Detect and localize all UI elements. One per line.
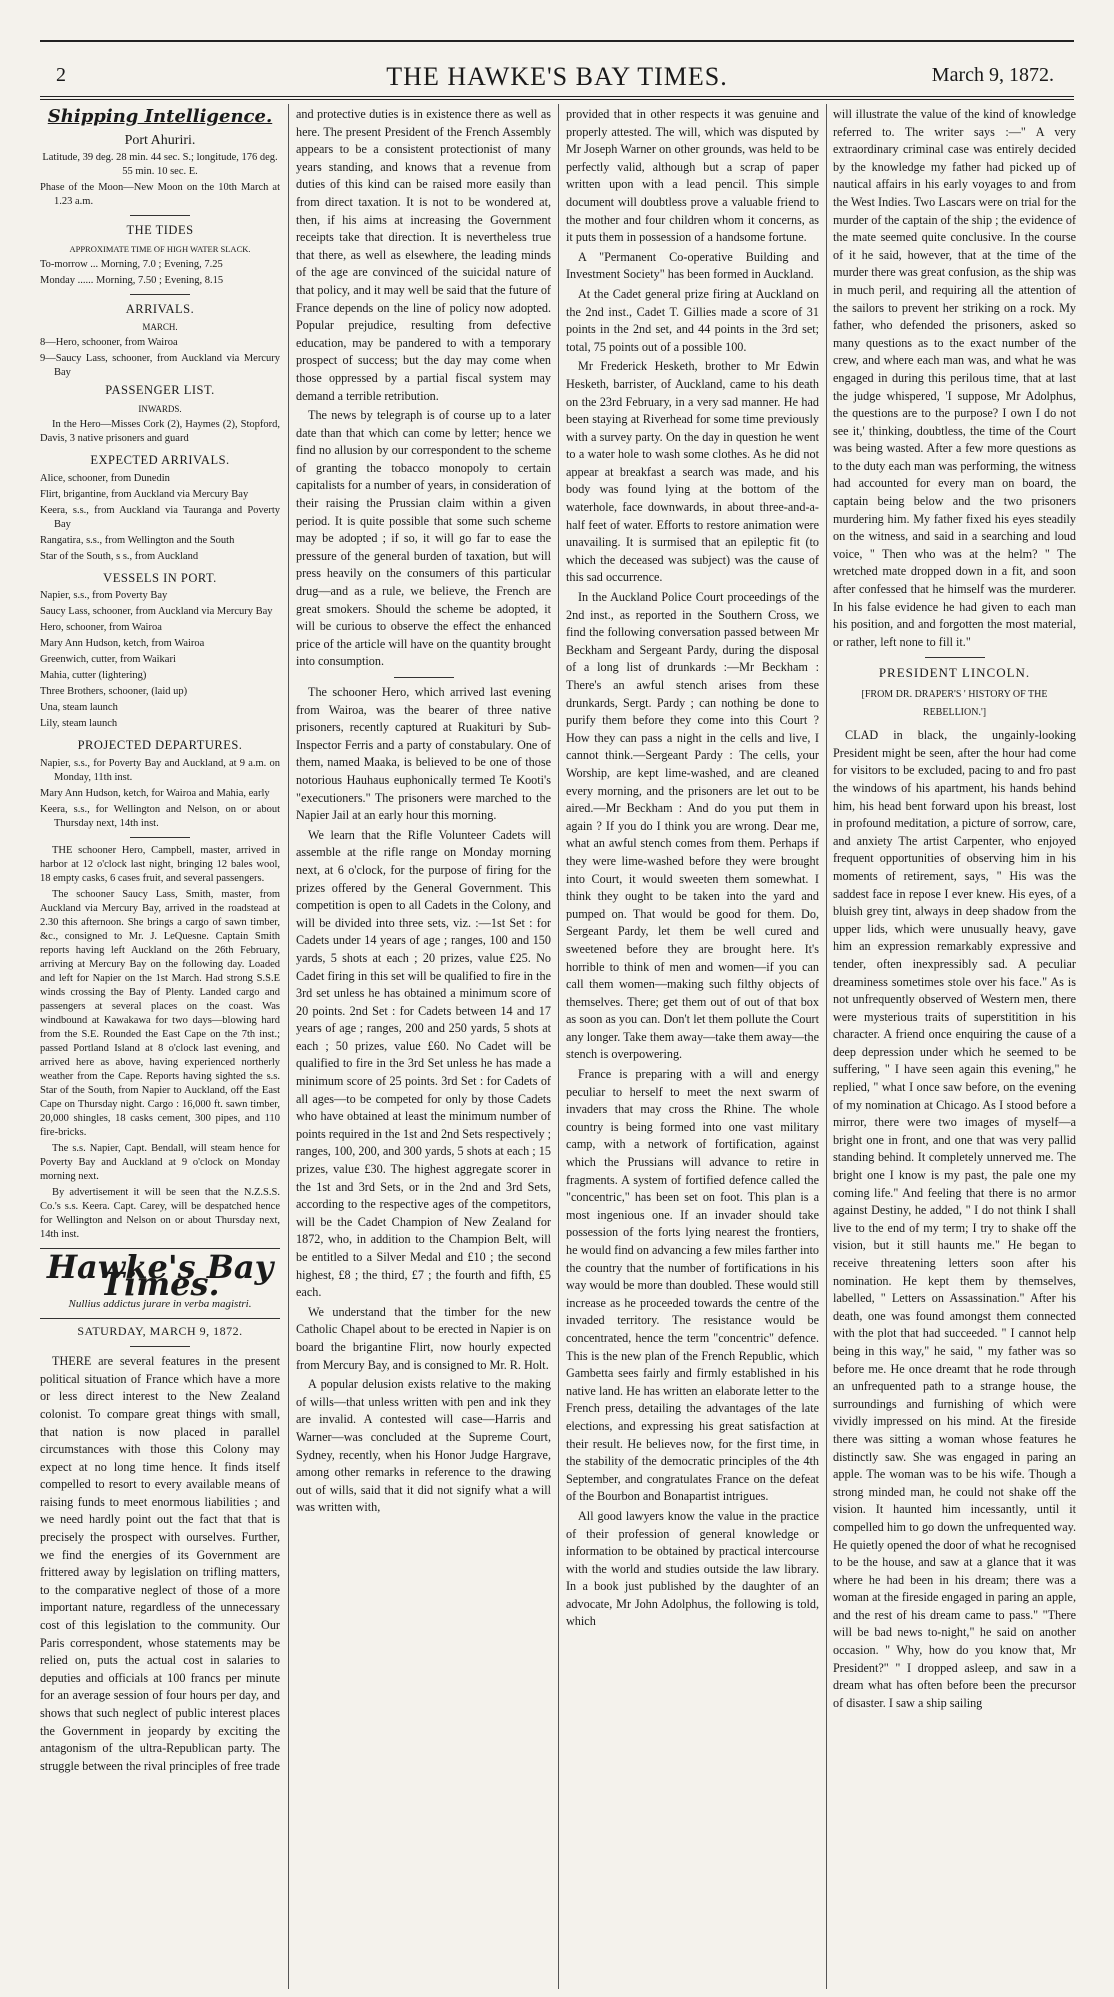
arrival-item: 9—Saucy Lass, schooner, from Auckland via Mercury Bay xyxy=(40,353,280,379)
motto: Nullius addictus jurare in verba magistri. xyxy=(68,1297,252,1310)
departure-item: Keera, s.s., for Wellington and Nelson, on or about Thursday next, 14th inst. xyxy=(40,803,280,829)
news-paragraph: All good lawyers know the value in the practice of their profession of general knowledge or information to be obtained by practical intercourse with the world and studies outside the law library. In a book just published by the daughter of an advocate, Mr John Adolphus, the following is told, which xyxy=(566,1508,819,1629)
lincoln-paragraph: CLAD in black, the ungainly-looking President might be seen, after the hour had come for visitors to be excluded, pacing to and fro past the windows of his apartment, his hands behind him, his head bent forward upon his breast, lost in profound meditation, a picture of sorrow, care, and anxiety The artist Carpenter, who enjoyed frequent opportunities of observing him in his moments of retirement, says, " His was the saddest face in repose I ever knew. His eyes, of a bluish grey tint, always in deep shadow from the upper lids, which were unusually heavy, gave him an expression remarkably expressive and tender, often inexpressibly sad. A peculiar dreaminess sometimes stole over his face." As is not unfrequently observed of Western men, there were mysterious traits of superstitition in his character. A friend once enquiring the cause of a deep depression under which he seemed to be suffering, " I have seen again this evening," he replied, " what I once saw before, on the evening of my nomination at Chicago. As I stood before a mirror, there were two images of myself—a bright one in front, and one that was very pallid standing behind. It completely unnerved me. The bright one I know is my past, the pale one my coming life." And feeling that there is no armor against Destiny, he added, " I do not think I shall live to the end of my term; I try to shake off the vision, but it still haunts me." He began to receive threatening letters soon after his nomination. He kept them by themselves, labelled, " Letters on Assassination." After his death, one was found amongst them connected with the plot that had succeeded. " I cannot help being in this way," he said, " my father was so before me. He once dreamt that he rode through an unfrequented path to a strange house, the surroundings and furnishing of which were vividly impressed on his mind. At the fireside there was sitting a woman whose features he distinctly saw. She was engaged in paring an apple. The woman was to be his wife. Though a strong minded man, he could not shake off the vision. It haunted him incessantly, until it compelled him to go down the unfrequented way. He quietly opened the door of what he recognised to be the house, and saw at a glance that it was where he had been in his dream; there was a woman at the fireside engaged in paring an apple, and the rest of his dream came to pass." "There will be bad news to-night," he said on another occasion. " Why, how do you know that, Mr President?" " I dropped asleep, and saw in a dream what has often before been the precursor of disaster. I saw a ship sailing xyxy=(833,728,1076,1710)
tide-row: To-morrow ... Morning, 7.0 ; Evening, 7.25 xyxy=(40,258,223,270)
vessel-item: Una, steam launch xyxy=(40,702,118,714)
news-paragraph: A "Permanent Co-operative Building and Investment Society" has been formed in Auckland. xyxy=(566,249,819,282)
departures-heading: PROJECTED DEPARTURES. xyxy=(77,738,243,753)
news-paragraph: France is preparing with a will and energy peculiar to herself to meet the next swarm of invaders that may cross the Rhine. The whole country is being formed into one vast military camp, with a network of fortification, against which the Prussians will advance to retire in fragments. A system of fortified defence called the "concentric," has been set on foot. This plan is a most ingenious one. If an invader should take possession of the forts lying nearest the frontiers, he would find on advancing a few miles farther into the country that the number of fortifications in his way would be more than doubled. These would still increase as he proceeded towards the centre of the invaded territory. The resistance would be concentrated, hence the term "concentric" defence. This is the new plan of the French Republic, which Gambetta sees fairly and firmly established in his native land. He has written an elaborate letter to the French press, detailing the advantages of the late elections, and expressing his great satisfaction at their result. He believes now, for the first time, in the stability of the democratic principles of the 4th September, and congratulates France on the defeat of the Bourbon and Bonapartist intrigues. xyxy=(566,1067,819,1504)
masthead-rule xyxy=(40,96,1074,97)
paper-title: THE HAWKE'S BAY TIMES. xyxy=(386,62,728,91)
news-paragraph: Mr Frederick Hesketh, brother to Mr Edwin Hesketh, barrister, of Auckland, came to his death on the 23rd February, in a very sad manner. He had been staying at Riverhead for some time previously with a survey party. On the day in question he went to a water hole to wash some clothes. As he did not appear at breakfast a search was made, and his body was found lying at the bottom of the waterhole, face downwards, in about three-and-a-half feet of water. Efforts to restore animation were unavailing. It is surmised that an epileptic fit (to which the deceased was subject) was the cause of this sad occurrence. xyxy=(566,359,819,585)
shipping-heading: Shipping Intelligence. xyxy=(47,106,273,127)
divider xyxy=(130,294,190,295)
vessel-item: Hero, schooner, from Wairoa xyxy=(40,622,162,634)
news-paragraph: The schooner Hero, which arrived last evening from Wairoa, was the bearer of three native prisoners, recently captured at Ruakituri by Sub-Inspector Ferris and a party of constabulary. One of them, named Maaka, is believed to be one of those notorious Hauhaus euphonically termed Te Kooti's "executioners." The prisoners were marched to the Napier Jail at an early hour this morning. xyxy=(296,685,551,823)
masthead xyxy=(40,62,1074,100)
news-paragraph: We understand that the timber for the new Catholic Chapel about to be erected in Napier is on board the brigantine Flirt, now hourly expected from Mercury Bay, and is consigned to Mr. R. Holt. xyxy=(296,1304,551,1372)
lincoln-source: [FROM DR. DRAPER'S ' HISTORY OF THE REBELLION.'] xyxy=(861,689,1048,718)
divider xyxy=(394,677,454,678)
column-2 xyxy=(296,106,551,1989)
expected-item: Alice, schooner, from Dunedin xyxy=(40,472,170,484)
column-4 xyxy=(833,106,1076,1989)
column-3 xyxy=(566,106,819,1989)
divider xyxy=(130,1346,190,1347)
vessel-item: Mary Ann Hudson, ketch, from Wairoa xyxy=(40,638,205,650)
news-paragraph: We learn that the Rifle Volunteer Cadets will assemble at the rifle range on Monday morning next, at 6 o'clock, for the purpose of firing for the prizes offered by the General Government. This competition is open to all Cadets in the Colony, and will be divided into three sets, viz. :—1st Set : for Cadets under 14 years of age ; ranges, 100 and 150 yards, 5 shots at each ; 20 prizes, value £25. No Cadet firing in this set will be qualified to fire in the 3rd set unless he has obtained a minimum score of 20 points. 2nd Set : for Cadets between 14 and 17 years of age ; ranges, 200 and 250 yards, 5 shots at each ; 50 prizes, value £60. No Cadet will be qualified to fire in the 3rd Set unless he has made a minimum score of 25 points. 3rd Set : for Cadets of all ages—to be competed for only by those Cadets who have obtained at least the minimum number of points required in the 1st and 2nd Sets respectively ; ranges, 100, 200, and 300 yards, 5 shots at each ; 15 prizes, value £30. The highest aggregate scorer in the 1st and 3rd Sets, or in the 2nd and 3rd Sets, according to the respective ages of the competitors, will be the Cadet Champion of New Zealand for 1872, who, in addition to the Champion Belt, will be entitled to a Silver Medal and £10 ; the second highest, £8 ; the third, £7 ; the fourth and fifth, £5 each. xyxy=(296,827,551,1300)
news-paragraph: will illustrate the value of the kind of knowledge referred to. The writer says :—" A very extraordinary criminal case was entirely decided by the knowledge my father had picked up of nautical affairs in his early voyages to and from the West Indies. Two Lascars were on trial for the murder of the captain of the ship ; the evidence of the mate seemed quite conclusive. In the course of it he said, however, that at the time of the murder there was great confusion, as the ship was in much peril, and requiring all the attention of the sailors to prevent her striking on a rock. My father, who defended the prisoners, asked so many questions as to the exact number of the crew, and where each man was, and what he was engaged in during this perilous time, that at last the judge whispered, 'I suppose, Mr Adolphus, the questions are to the purpose? I own I do not see it,' thinking, doubtless, the time of the Court was being wasted. After a few more questions as to the duty each man was performing, the witness had accounted for every man on board, the captain being below and the two prisoners murdering him. My father fixed his eyes steadily on the witness, and said in a searching and loud voice, " Then who was at the helm? " The wretched mate dropped down in a fit, and soon after confessed that he himself was the murderer. In his false evidence he had given to each man his position, and and forgotten the most material, or rather, left none to fill it." xyxy=(833,107,1076,649)
column-1 xyxy=(40,106,280,1989)
passenger-list: In the Hero—Misses Cork (2), Haymes (2), Stopford, Davis, 3 native prisoners and guard xyxy=(40,418,280,444)
shipping-news: The schooner Saucy Lass, Smith, master, from Auckland via Mercury Bay, arrived in the roadstead at 2.30 this afternoon. She brings a cargo of sawn timber, &c., consigned to Mr. J. LeQuesne. Captain Smith reports having left Auckland on the 26th February, arriving at Mercury Bay on the following day. Loaded and left for Napier on the 1st March. Had strong S.S.E winds crossing the Bay of Plenty. Landed cargo and passengers at several places on the coast. Was windbound at Kawakawa for two days—blowing hard from the S.E. Rounded the East Cape on the 7th inst.; passed Portland Island at 8 o'clock last evening, and arrived here as above, having experienced northerly weather from the Cape. Reports having sighted the s.s. Star of the South, from Napier to Auckland, off the East Cape on Thursday night. Cargo : 16,000 ft. sawn timber, 20,000 shingles, 18 casks cement, 300 pipes, and 110 fire-bricks. xyxy=(40,888,280,1138)
moon-phase: Phase of the Moon—New Moon on the 10th March at 1.23 a.m. xyxy=(40,182,280,208)
port-name: Port Ahuriri. xyxy=(124,132,196,148)
expected-heading: EXPECTED ARRIVALS. xyxy=(90,452,230,467)
editorial-paragraph: THERE are several features in the present political situation of France which have a more or less direct interest to the New Zealand colonist. To compare great things with small, that nation is now placed in parallel circumstances with those this Colony may expect at no long time hence. It finds itself compelled to resort to every available means of raising funds to meet enormous liabilities ; and we need hardly point out the fact that that is precisely the prospect with ourselves. Further, we find the energies of its Government are frittered away by legislation on trifling matters, to the comparative neglect of those of a more important nature, regardless of the unnecessary cost of this legislation to the community. Our Paris correspondent, whose statements may be relied on, puts the actual cost in salaries to deputies and officials at 100 francs per minute for an average session of four hours per day, and shows that such neglect of public interest places the Government in jeopardy by exciting the antagonism of the ultra-Republican party. The struggle between the rival principles of free trade xyxy=(40,1354,280,1773)
passenger-heading: PASSENGER LIST. xyxy=(105,383,215,398)
expected-item: Star of the South, s s., from Auckland xyxy=(40,550,199,562)
page-number: 2 xyxy=(56,64,66,86)
vessels-heading: VESSELS IN PORT. xyxy=(103,570,217,585)
shipping-news: The s.s. Napier, Capt. Bendall, will steam hence for Poverty Bay and Auckland at 9 o'clock on Monday morning next. xyxy=(40,1142,280,1182)
news-paragraph: provided that in other respects it was genuine and properly attested. The will, which was disputed by Mr Joseph Warner on other grounds, was held to be perfectly valid, although but a scrap of paper written upon with a lead pencil. This simple document will doubtless prove a valuable friend to the mother and four children whom it concerns, as it puts them in possession of a handsome fortune. xyxy=(566,107,819,245)
shipping-news: THE schooner Hero, Campbell, master, arrived in harbor at 12 o'clock last night, bringing 12 bales wool, 18 empty casks, 6 cases fruit, and several passengers. xyxy=(40,844,280,884)
tide-row: Monday ...... Morning, 7.50 ; Evening, 8.15 xyxy=(40,274,224,286)
column-divider xyxy=(558,104,559,1989)
departure-item: Mary Ann Hudson, ketch, for Wairoa and Mahia, early xyxy=(40,787,270,799)
vessel-item: Saucy Lass, schooner, from Auckland via Mercury Bay xyxy=(40,606,273,618)
issue-date: March 9, 1872. xyxy=(931,64,1054,86)
expected-item: Rangatira, s.s., from Wellington and the South xyxy=(40,534,235,546)
arrivals-month: MARCH. xyxy=(142,322,178,333)
vessel-item: Three Brothers, schooner, (laid up) xyxy=(40,686,188,698)
inwards-label: INWARDS. xyxy=(138,403,182,414)
news-paragraph: In the Auckland Police Court proceedings of the 2nd inst., as reported in the Southern Cross, we find the following conversation passed between Mr Beckham and Sergeant Pardy, during the disposal of a long list of drunkards :—Mr Beckham : There's an awful stench arises from these drunkards, Sergt. Pardy ; can nothing be done to purify them before they come into this Court ? How they can pass a night in the cells and live, I cannot think.—Sergeant Pardy : The cells, your Worship, are kept lime-washed, and are cleaned every morning, and the prisoners are let out to be aired.—Mr Beckham : And do you put them in again ? If you do I think you are wrong. Dear me, what an awful stench comes from them. Perhaps if they were lime-washed before they were brought into Court, it would sweeten them somewhat. I think they ought to be taken into the yard and pumped on. That would be good for them. Do, Sergeant Pardy, let them be well cured and sweetened before they are brought here. It's horrible to think of men and women—if you can call them women—making such filthy objects of themselves. There; get them out of out of that box as soon as you can. Don't let them pollute the Court any longer. Take them away—take them away—the stench is overpowering. xyxy=(566,590,819,1062)
editorial-paragraph: The news by telegraph is of course up to a later date than that which can come by letter; hence we find no allusion by our correspondent to the scheme of granting the tobacco monopoly to certain capitalists for a number of years, in consideration of their raising the Prussian claim within a given period. It is quite possible that some such scheme may be adopted ; if so, it will go far to ease the pressure of the general burden of taxation, but will press heavily on the consumers of this particular drug—and as a rule, we believe, the French are great smokers. Should the scheme be adopted, it will be curious to observe the effect the enhanced price of the article will have on the quantity brought into consumption. xyxy=(296,408,551,669)
latlong: Latitude, 39 deg. 28 min. 44 sec. S.; longitude, 176 deg. 55 min. 10 sec. E. xyxy=(42,152,278,178)
departure-item: Napier, s.s., for Poverty Bay and Auckland, at 9 a.m. on Monday, 11th inst. xyxy=(40,757,280,783)
column-divider xyxy=(288,104,289,1989)
editorial-paragraph: and protective duties is in existence there as well as here. The present President of the French Assembly appears to be a consistent protectionist of many years standing, and knows that a revenue from duties of this kind can be raised more easily than from direct taxation. It is not to be wondered at, then, if his aims at increasing the Government receipts take that direction. It is nevertheless true that there, as well as elsewhere, the leading minds of the age are convinced of the suicidal nature of that policy, and it may well be said that the future of France depends on the line of policy now adopted. Popular prejudice, resulting from defective education, may be pandered to with a temporary prospect of success; but the day may come when those oppressed by a partial fiscal system may demand a terrible retribution. xyxy=(296,107,551,403)
expected-item: Flirt, brigantine, from Auckland via Mercury Bay xyxy=(40,488,249,500)
arrivals-heading: ARRIVALS. xyxy=(125,301,195,316)
divider xyxy=(925,657,985,658)
expected-item: Keera, s.s., from Auckland via Tauranga and Poverty Bay xyxy=(40,504,280,530)
divider xyxy=(130,215,190,216)
nameplate: Hawke's Bay Times. xyxy=(46,1247,274,1304)
tides-heading: THE TIDES xyxy=(126,223,194,238)
vessel-item: Lily, steam launch xyxy=(40,718,118,730)
shipping-news: By advertisement it will be seen that the N.Z.S.S. Co.'s s.s. Keera. Capt. Carey, will be despatched hence for Wellington and Nelson on or about Thursday next, 14th inst. xyxy=(40,1186,280,1240)
vessel-item: Greenwich, cutter, from Waikari xyxy=(40,654,176,666)
arrival-item: 8—Hero, schooner, from Wairoa xyxy=(40,337,178,349)
divider xyxy=(40,1318,280,1319)
divider xyxy=(130,837,190,838)
news-paragraph: At the Cadet general prize firing at Auckland on the 2nd inst., Cadet T. Gillies made a score of 31 points in the 2nd set, and 44 points in the 3rd set; total, 75 points out of a possible 100. xyxy=(566,286,819,354)
vessel-item: Napier, s.s., from Poverty Bay xyxy=(40,590,168,602)
lincoln-heading: PRESIDENT LINCOLN. xyxy=(878,665,1031,681)
editorial-dateline: SATURDAY, MARCH 9, 1872. xyxy=(77,1323,243,1338)
tides-subheading: APPROXIMATE TIME OF HIGH WATER SLACK. xyxy=(69,243,251,254)
masthead-rule-2 xyxy=(40,99,1074,100)
column-divider xyxy=(826,104,827,1989)
vessel-item: Mahia, cutter (lightering) xyxy=(40,670,147,682)
news-paragraph: A popular delusion exists relative to the making of wills—that unless written with pen and ink they are invalid. A contested will case—Harris and Warner—was concluded at the Supreme Court, Sydney, recently, when his Honor Judge Hargrave, among other remarks in reference to the drawing out of wills, said that it did not signify what a will was written with, xyxy=(296,1377,551,1515)
top-rule xyxy=(40,40,1074,42)
